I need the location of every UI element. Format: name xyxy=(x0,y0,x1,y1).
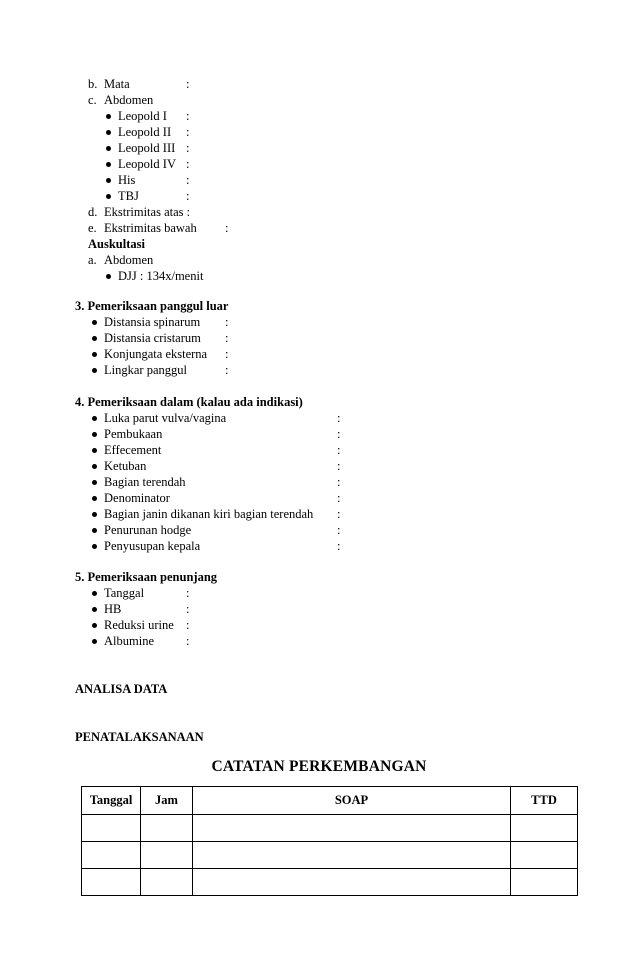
table-header-row xyxy=(82,787,578,815)
auskultasi-heading: Auskultasi xyxy=(88,237,145,251)
list-marker: d. xyxy=(88,205,98,219)
bullet-icon xyxy=(92,368,97,373)
bullet-icon xyxy=(106,274,111,279)
field-colon: : xyxy=(186,602,190,616)
analisa-data-heading: ANALISA DATA xyxy=(75,682,168,696)
column-header-ttd: TTD xyxy=(511,787,578,815)
table-row xyxy=(82,842,578,869)
field-label: Distansia spinarum xyxy=(104,315,201,329)
field-colon: : xyxy=(225,315,229,329)
table-cell xyxy=(511,842,578,869)
bullet-icon xyxy=(106,178,111,183)
field-label: Leopold III xyxy=(118,141,176,155)
field-label: Penyusupan kepala xyxy=(104,539,201,553)
field-label: Reduksi urine xyxy=(104,618,174,632)
field-label: Ketuban xyxy=(104,459,147,473)
bullet-icon xyxy=(92,512,97,517)
field-label: Effecement xyxy=(104,443,162,457)
catatan-title: CATATAN PERKEMBANGAN xyxy=(211,758,427,775)
bullet-icon xyxy=(92,528,97,533)
field-label-abdomen: Abdomen xyxy=(104,253,154,267)
field-colon: : xyxy=(186,586,190,600)
list-marker: b. xyxy=(88,77,98,91)
field-label: Bagian terendah xyxy=(104,475,186,489)
field-label: Bagian janin dikanan kiri bagian terendah xyxy=(104,507,314,521)
field-colon: : xyxy=(186,157,190,171)
field-colon: : xyxy=(186,189,190,203)
bullet-icon xyxy=(92,623,97,628)
field-colon: : xyxy=(225,363,229,377)
field-colon: : xyxy=(186,141,190,155)
field-label-ekstrimitas-atas: Ekstrimitas atas : xyxy=(104,205,191,219)
field-label-ekstrimitas-bawah: Ekstrimitas bawah xyxy=(104,221,197,235)
bullet-icon xyxy=(106,146,111,151)
field-colon: : xyxy=(337,427,341,441)
table-cell xyxy=(82,815,141,842)
bullet-icon xyxy=(92,432,97,437)
table-cell xyxy=(511,869,578,896)
field-colon: : xyxy=(337,475,341,489)
section-heading: 3. Pemeriksaan panggul luar xyxy=(75,299,229,313)
list-marker: e. xyxy=(88,221,97,235)
field-label: Konjungata eksterna xyxy=(104,347,208,361)
field-label: Lingkar panggul xyxy=(104,363,187,377)
field-colon: : xyxy=(337,459,341,473)
bullet-icon xyxy=(92,591,97,596)
field-label: Pembukaan xyxy=(104,427,163,441)
field-colon: : xyxy=(186,109,190,123)
bullet-icon xyxy=(92,448,97,453)
section-heading: 5. Pemeriksaan penunjang xyxy=(75,570,218,584)
field-label: Leopold IV xyxy=(118,157,176,171)
bullet-icon xyxy=(106,114,111,119)
field-label: HB xyxy=(104,602,122,616)
field-colon: : xyxy=(186,77,190,91)
bullet-icon xyxy=(92,544,97,549)
field-colon: : xyxy=(186,618,190,632)
field-colon: : xyxy=(337,411,341,425)
field-label: Albumine xyxy=(104,634,154,648)
bullet-icon xyxy=(92,320,97,325)
bullet-icon xyxy=(92,496,97,501)
table-cell xyxy=(193,842,511,869)
djj-value: DJJ : 134x/menit xyxy=(118,269,204,283)
bullet-icon xyxy=(92,480,97,485)
bullet-icon xyxy=(92,352,97,357)
table-cell xyxy=(511,815,578,842)
table-cell xyxy=(141,815,193,842)
bullet-icon xyxy=(106,162,111,167)
field-label-abdomen: Abdomen xyxy=(104,93,154,107)
field-label: Penurunan hodge xyxy=(104,523,192,537)
field-label-mata: Mata xyxy=(104,77,130,91)
column-header-soap: SOAP xyxy=(193,787,511,815)
field-colon: : xyxy=(337,491,341,505)
field-colon: : xyxy=(225,331,229,345)
table-cell xyxy=(141,842,193,869)
bullet-icon xyxy=(92,607,97,612)
table-cell xyxy=(82,869,141,896)
field-colon: : xyxy=(337,443,341,457)
field-colon: : xyxy=(225,221,229,235)
bullet-icon xyxy=(106,130,111,135)
field-label: Luka parut vulva/vagina xyxy=(104,411,227,425)
column-header-jam: Jam xyxy=(141,787,193,815)
table-row xyxy=(82,815,578,842)
field-colon: : xyxy=(337,523,341,537)
list-marker: c. xyxy=(88,93,97,107)
field-label: Tanggal xyxy=(104,586,145,600)
field-label: Leopold II xyxy=(118,125,172,139)
field-colon: : xyxy=(337,507,341,521)
bullet-icon xyxy=(92,639,97,644)
field-label: Distansia cristarum xyxy=(104,331,201,345)
table-cell xyxy=(82,842,141,869)
penatalaksanaan-heading: PENATALAKSANAAN xyxy=(75,730,204,744)
table-cell xyxy=(193,815,511,842)
field-colon: : xyxy=(186,173,190,187)
field-label: Leopold I xyxy=(118,109,167,123)
field-label: TBJ xyxy=(118,189,139,203)
list-marker: a. xyxy=(88,253,97,267)
field-label: Denominator xyxy=(104,491,170,505)
field-colon: : xyxy=(186,634,190,648)
column-header-tanggal: Tanggal xyxy=(82,787,141,815)
table-cell xyxy=(193,869,511,896)
field-label: His xyxy=(118,173,136,187)
bullet-icon xyxy=(92,336,97,341)
field-colon: : xyxy=(337,539,341,553)
progress-notes-table xyxy=(81,786,578,896)
table-row xyxy=(82,869,578,896)
bullet-icon xyxy=(92,464,97,469)
field-colon: : xyxy=(225,347,229,361)
bullet-icon xyxy=(92,416,97,421)
field-colon: : xyxy=(186,125,190,139)
table-cell xyxy=(141,869,193,896)
bullet-icon xyxy=(106,194,111,199)
section-heading: 4. Pemeriksaan dalam (kalau ada indikasi) xyxy=(75,395,303,409)
